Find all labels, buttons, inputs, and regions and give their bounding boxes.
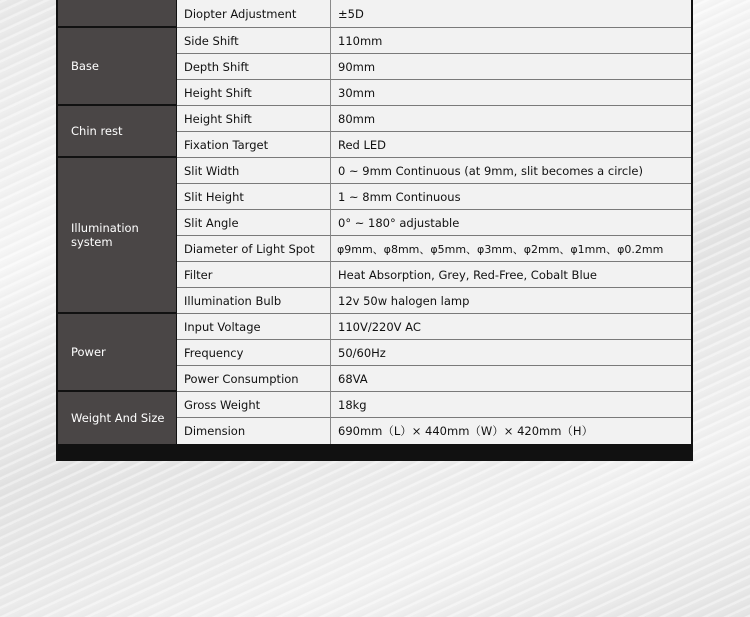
spec-table <box>58 0 691 444</box>
spec-value: 68VA <box>331 366 691 392</box>
spec-label: Height Shift <box>177 106 331 132</box>
spec-label: Filter <box>177 262 331 288</box>
spec-label: Side Shift <box>177 28 331 54</box>
spec-value: Red LED <box>331 132 691 158</box>
group-cell-chin-rest: Chin rest <box>58 106 177 158</box>
spec-label: Slit Width <box>177 158 331 184</box>
spec-value: 690mm（L）× 440mm（W）× 420mm（H） <box>331 418 691 444</box>
spec-value: Heat Absorption, Grey, Red-Free, Cobalt Blue <box>331 262 691 288</box>
group-cell <box>58 0 177 28</box>
table-row <box>58 392 691 418</box>
spec-label: Diopter Adjustment <box>177 0 331 28</box>
table-row <box>58 106 691 132</box>
spec-value: 18kg <box>331 392 691 418</box>
spec-label: Power Consumption <box>177 366 331 392</box>
table-row <box>58 158 691 184</box>
spec-table-frame <box>56 0 693 461</box>
table-row <box>58 0 691 28</box>
group-cell-illumination-system: Illumination system <box>58 158 177 314</box>
spec-value: 90mm <box>331 54 691 80</box>
spec-value: 110V/220V AC <box>331 314 691 340</box>
spec-label: Fixation Target <box>177 132 331 158</box>
spec-label: Height Shift <box>177 80 331 106</box>
spec-value: ±5D <box>331 0 691 28</box>
spec-label: Input Voltage <box>177 314 331 340</box>
group-cell-weight-and-size: Weight And Size <box>58 392 177 444</box>
spec-value: 30mm <box>331 80 691 106</box>
group-cell-power: Power <box>58 314 177 392</box>
spec-label: Diameter of Light Spot <box>177 236 331 262</box>
group-cell-base: Base <box>58 28 177 106</box>
spec-label: Frequency <box>177 340 331 366</box>
spec-label: Slit Height <box>177 184 331 210</box>
spec-value: 110mm <box>331 28 691 54</box>
spec-label: Illumination Bulb <box>177 288 331 314</box>
spec-label: Gross Weight <box>177 392 331 418</box>
spec-value: 80mm <box>331 106 691 132</box>
spec-label: Slit Angle <box>177 210 331 236</box>
spec-value: φ9mm、φ8mm、φ5mm、φ3mm、φ2mm、φ1mm、φ0.2mm <box>331 236 691 262</box>
table-row <box>58 314 691 340</box>
spec-value: 50/60Hz <box>331 340 691 366</box>
spec-value: 12v 50w halogen lamp <box>331 288 691 314</box>
spec-value: 0° ~ 180° adjustable <box>331 210 691 236</box>
table-row <box>58 28 691 54</box>
spec-value: 0 ~ 9mm Continuous (at 9mm, slit becomes a circle) <box>331 158 691 184</box>
spec-value: 1 ~ 8mm Continuous <box>331 184 691 210</box>
spec-label: Dimension <box>177 418 331 444</box>
spec-label: Depth Shift <box>177 54 331 80</box>
